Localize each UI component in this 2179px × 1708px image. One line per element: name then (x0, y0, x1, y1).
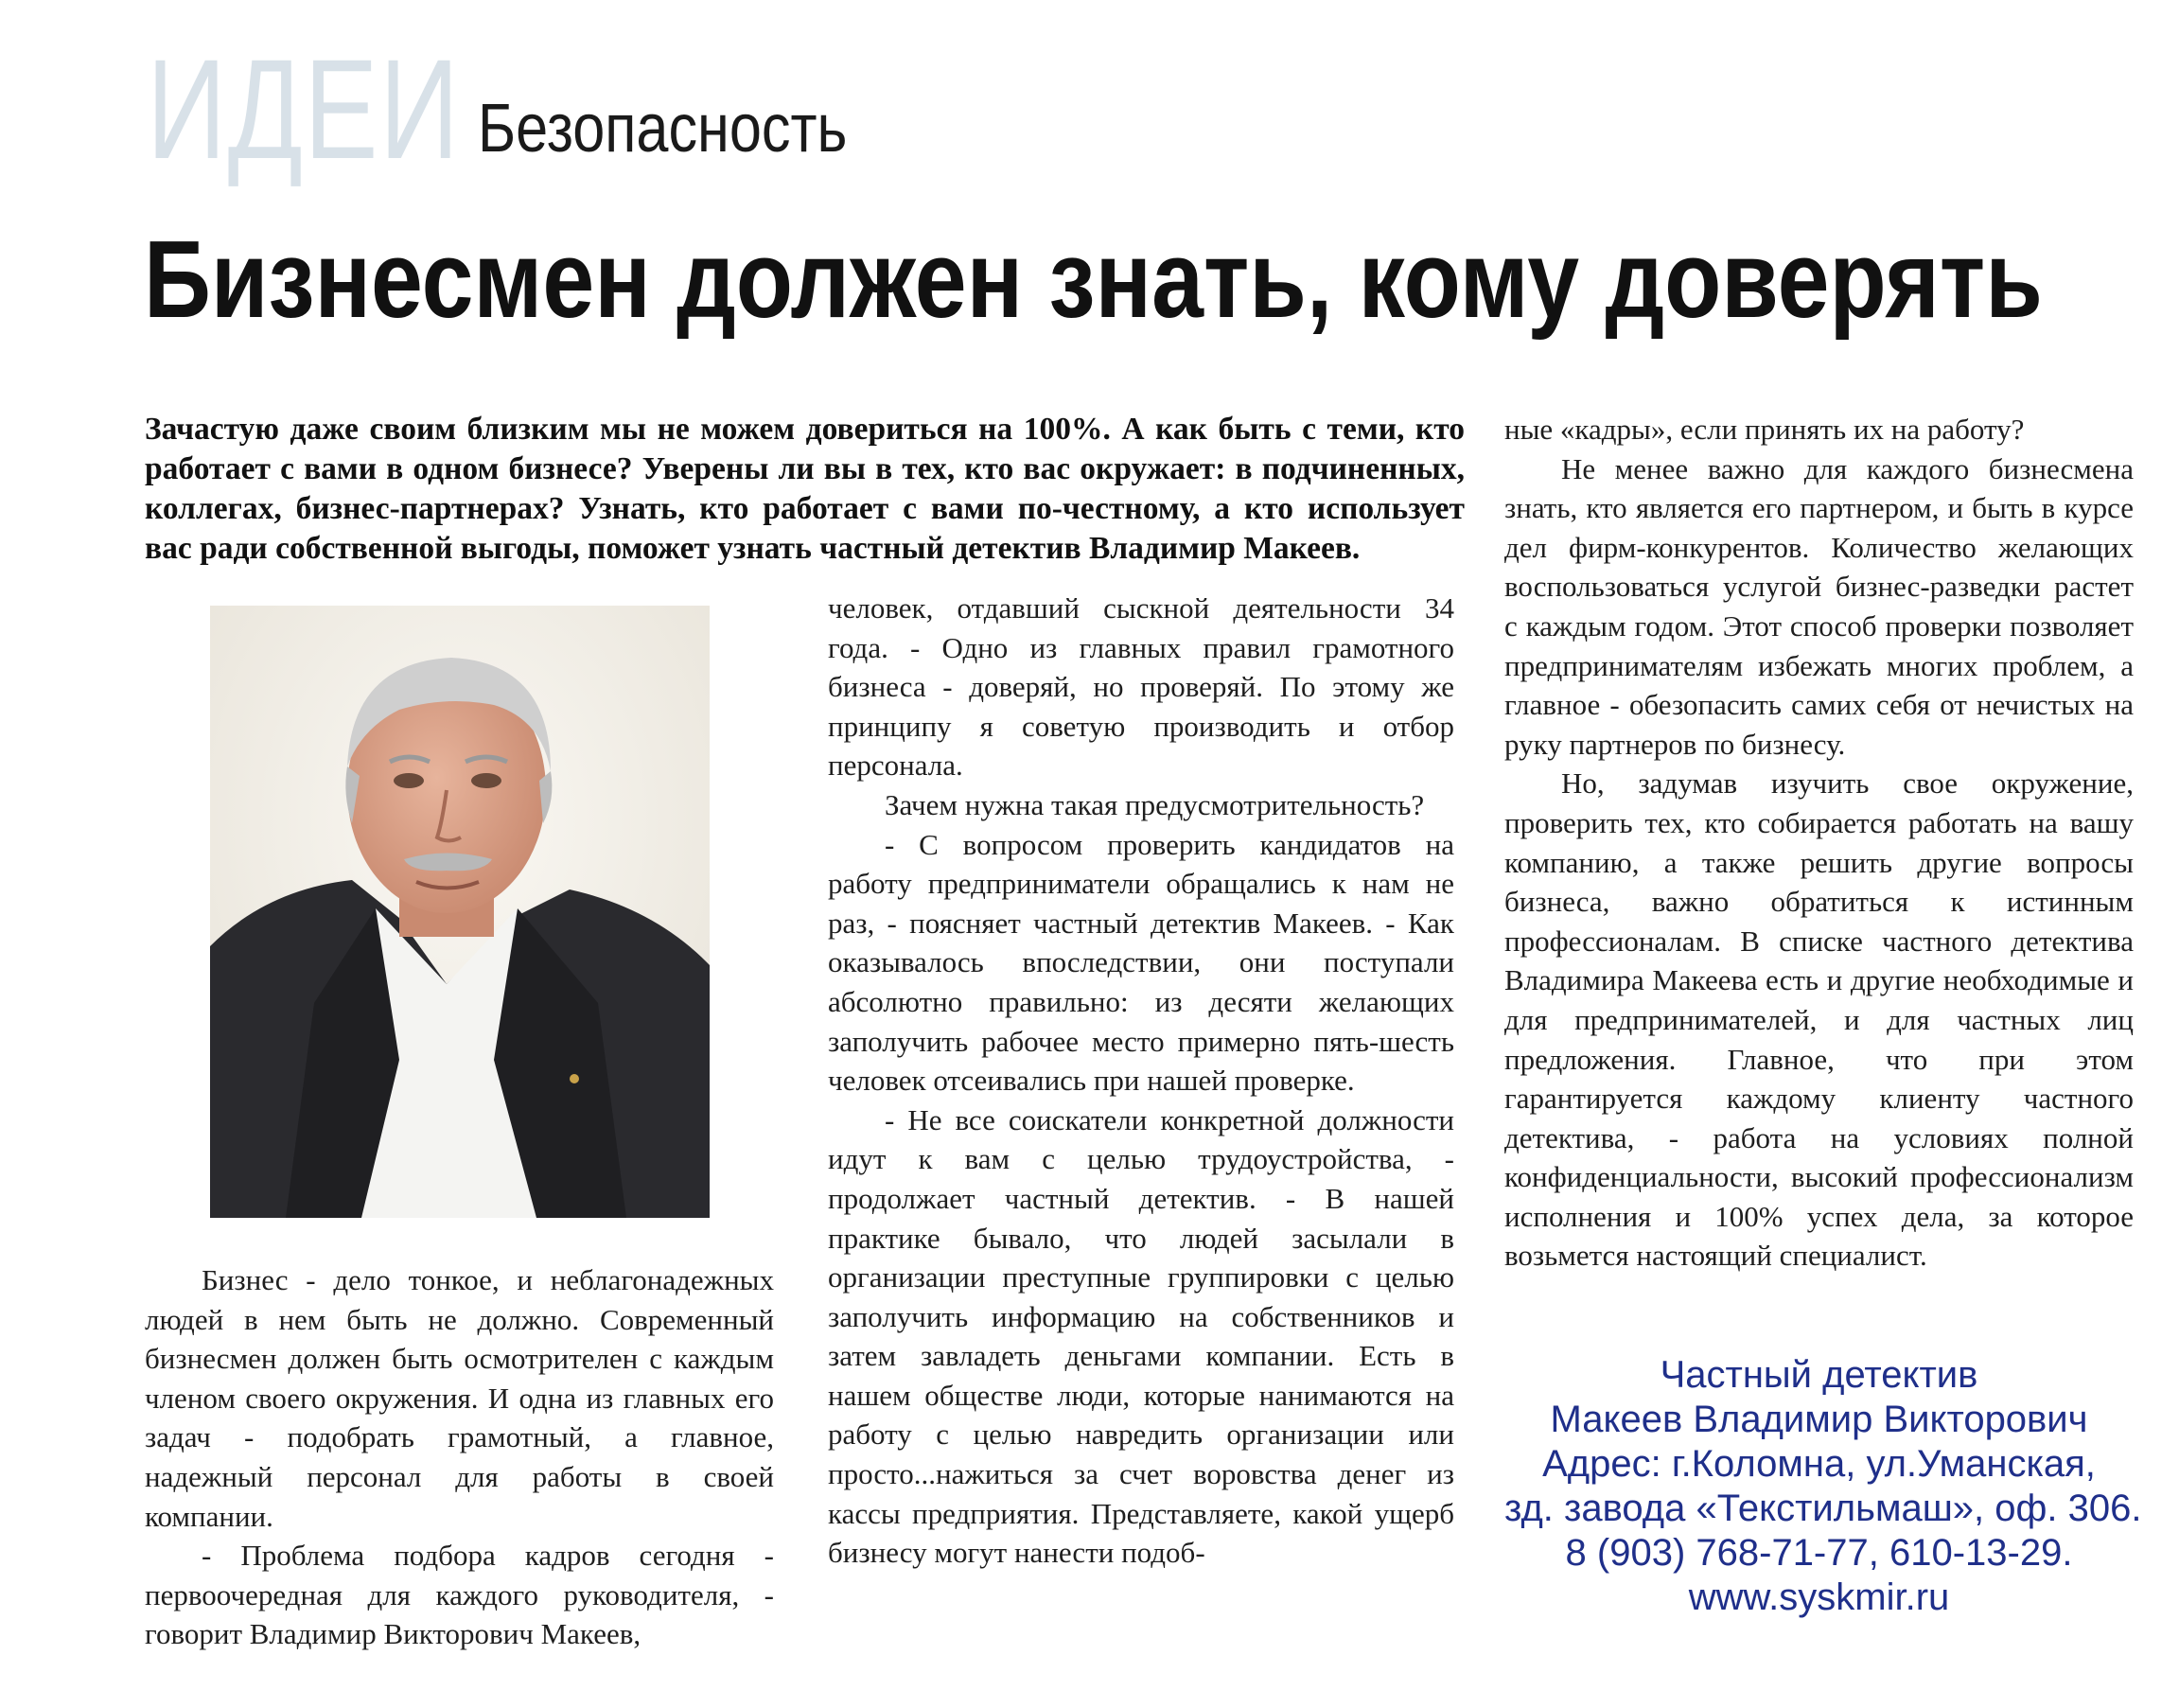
lead-line: вас ради собственной выгоды, поможет узнать частный детектив Владимир Макеев. (145, 531, 1361, 566)
paragraph: человек, отдавший сыскной деятельности 34 года. - Одно из главных правил грамотного бизнеса - доверяй, но проверяй. По этому же принципу я советую производить и отбор персонала. (828, 591, 1454, 783)
paragraph: Зачем нужна такая предусмотрительность? (885, 787, 1425, 821)
lead-line: работает с вами в одном бизнесе? Уверены ли вы в тех, кто вас окружает: в подчиненных, (145, 451, 1465, 486)
paragraph: ные «кадры», если принять их на работу? (1504, 413, 2025, 446)
portrait-photo (210, 606, 710, 1218)
paragraph: - Проблема подбора кадров сегодня - первоочередная для каждого руководителя, - говорит Владимир Викторович Макеев, (145, 1539, 774, 1651)
article-column-3 (1504, 410, 2134, 1276)
contact-phones: 8 (903) 768-71-77, 610-13-29. (1565, 1532, 2073, 1574)
contact-website: www.syskmir.ru (1688, 1576, 1950, 1618)
contact-name: Макеев Владимир Викторович (1550, 1399, 2088, 1440)
article-lead (145, 410, 1465, 569)
paragraph: Но, задумав изучить свое окружение, проверить тех, кто собирается работать на вашу компанию, а также решить другие вопросы бизнеса, важно обратиться к истинным профессионалам. В списке частного детектива Владимира Макеева есть и другие необходимые и для предпринимателей, и для частных лиц предложения. Главное, что при этом гарантируется каждому клиенту частного детектива, - работа на условиях полной конфиденциальности, высокий профессионализм исполнения и 100% успех дела, за которое возьмется настоящий специалист. (1504, 766, 2134, 1273)
article-headline: Бизнесмен должен знать, кому доверять (144, 218, 2043, 341)
contact-address: Адрес: г.Коломна, ул.Уманская, (1542, 1443, 2096, 1485)
contact-address-building: зд. завода «Текстильмаш», оф. 306. (1504, 1488, 2142, 1529)
lead-line: коллегах, бизнес-партнерах? Узнать, кто работает с вами по-честному, а кто использует (145, 491, 1465, 526)
contact-title: Частный детектив (1660, 1354, 1978, 1396)
section-title: ИДЕИ (147, 29, 461, 188)
paragraph: Не менее важно для каждого бизнесмена знать, кто является его партнером, и быть в курсе дел фирм-конкурентов. Количество желающих воспользоваться услугой бизнес-разведки растет с каждым годом. Этот способ проверки позволяет предпринимателям избежать многих проблем, а главное - обезопасить самих себя от нечистых на руку партнеров по бизнесу. (1504, 451, 2134, 761)
paragraph: - Не все соискатели конкретной должности идут к вам с целью трудоустройства, - продолжает частный детектив. - В нашей практике бывало, что людей засылали в организации преступные группировки с целью заполучить информацию на собственников и затем завладеть деньгами компании. Есть в нашем обществе люди, которые нанимаются на работу с целью навредить организации или просто...нажиться за счет воровства денег из кассы предприятия. Представляете, какой ущерб бизнесу могут нанести подоб- (828, 1102, 1454, 1570)
paragraph: - С вопросом проверить кандидатов на работу предприниматели обращались к нам не раз, - поясняет частный детектив Макеев. - Как оказывалось впоследствии, они поступали абсолютно правильно: из десяти желающих заполучить рабочее место примерно пять-шесть человек отсеивались при нашей проверке. (828, 827, 1454, 1098)
section-subtitle: Безопасность (478, 91, 848, 167)
contact-block (1504, 1353, 2142, 1620)
article-column-2 (828, 589, 1454, 1573)
article-column-1 (145, 1260, 774, 1654)
lead-line: Зачастую даже своим близким мы не можем довериться на 100%. А как быть с теми, кто (145, 412, 1465, 447)
paragraph: Бизнес - дело тонкое, и неблагонадежных людей в нем быть не должно. Современный бизнесмен должен быть осмотрителен с каждым членом своего окружения. И одна из главных его задач - подобрать грамотный, а главное, надежный персонал для работы в своей компании. (145, 1263, 774, 1533)
